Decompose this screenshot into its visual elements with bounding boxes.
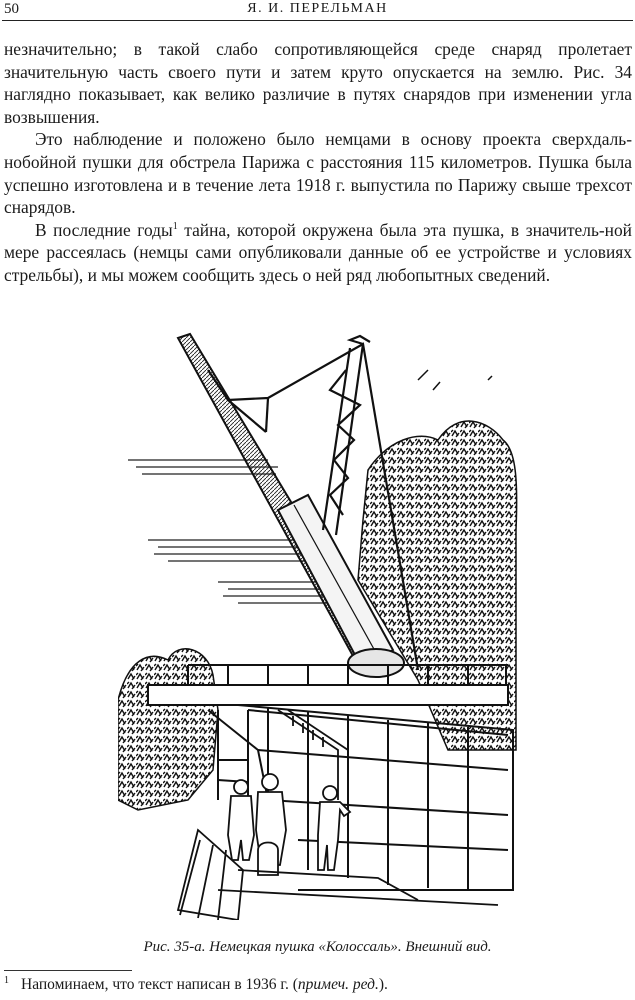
footnote-text-start: Напоминаем, что текст написан в 1936 г. (: [21, 976, 298, 993]
paragraph-1: незначительно; в такой слабо сопротивляющейся среде снаряд пролетает значительную часть своего пути и затем круто опускается на землю. Рис. 34 наглядно показывает, как велико различие в путях снарядов при изменении угла возвышения.: [4, 39, 632, 127]
paragraph-3-start: В последние годы: [35, 219, 173, 240]
cannon-engraving: [118, 330, 518, 920]
body-text: [4, 38, 632, 287]
running-title: Я. И. ПЕРЕЛЬМАН: [247, 1, 388, 16]
paragraph-3-rest: тайна, которой окружена была эта пушка, в значитель-ной мере рассеялась (немцы сами опубликовали данные об ее устройстве и условиях стрельбы), и мы можем сообщить здесь о ней ряд любопытных сведений.: [4, 219, 632, 285]
soldiers: [228, 774, 350, 870]
footnote-text-end: ).: [378, 976, 388, 993]
footnote-mark: 1: [4, 974, 9, 986]
footnote-divider: [4, 970, 132, 971]
footnote-editor-note: примеч. ред.: [297, 976, 379, 993]
paragraph-2: Это наблюдение и положено было немцами в основу проекта сверхдаль-нобойной пушки для обстрела Парижа с расстояния 115 километров. Пушка была успешно изготовлена и в течение лета 1918 г. выпустила по Парижу свыше трехсот снарядов.: [4, 129, 632, 218]
running-header: [2, 0, 633, 21]
page-number: 50: [4, 1, 19, 17]
paragraph-3: [4, 219, 632, 287]
footnote: [4, 975, 388, 995]
cannon-illustration: [118, 330, 518, 920]
figure-caption: Рис. 35-а. Немецкая пушка «Колоссаль». Внешний вид.: [143, 939, 492, 955]
footnote-reference: 1: [172, 220, 178, 232]
